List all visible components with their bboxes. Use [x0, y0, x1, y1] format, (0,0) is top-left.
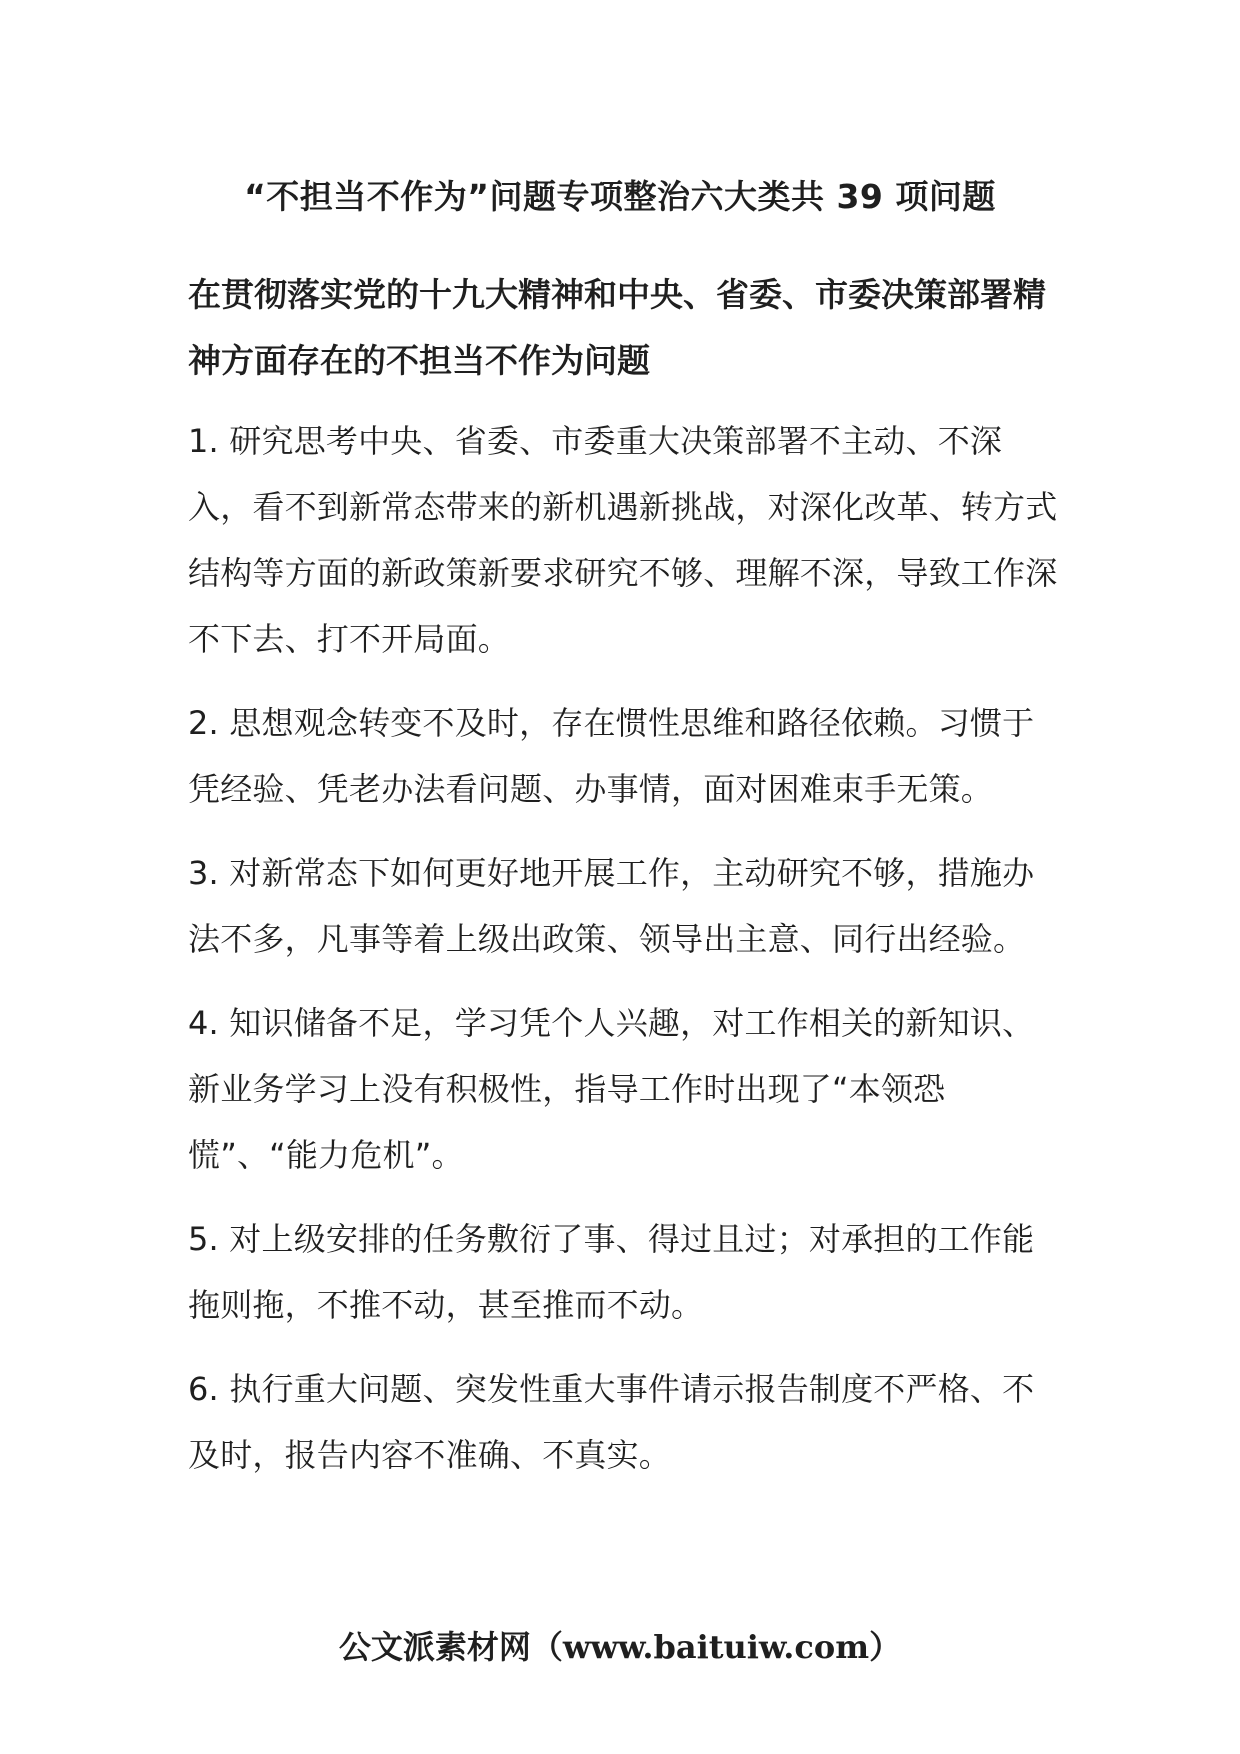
footer-source: 公文派素材网（www.baituiw.com）	[338, 1628, 902, 1666]
document-title: “不担当不作为”问题专项整治六大类共 39 项问题	[244, 177, 996, 216]
list-item: 4. 知识储备不足，学习凭个人兴趣，对工作相关的新知识、新业务学习上没有积极性，指导工作时出现了“本领恐慌”、“能力危机”。	[188, 1004, 1035, 1174]
problem-list	[188, 408, 1058, 1506]
list-item: 5. 对上级安排的任务敷衍了事、得过且过；对承担的工作能拖则拖，不推不动，甚至推而不动。	[188, 1220, 1035, 1324]
list-item: 6. 执行重大问题、突发性重大事件请示报告制度不严格、不及时，报告内容不准确、不真实。	[188, 1370, 1035, 1474]
section-heading: 在贯彻落实党的十九大精神和中央、省委、市委决策部署精神方面存在的不担当不作为问题	[188, 275, 1046, 380]
list-item: 2. 思想观念转变不及时，存在惯性思维和路径依赖。习惯于凭经验、凭老办法看问题、办事情，面对困难束手无策。	[188, 704, 1035, 808]
list-item: 3. 对新常态下如何更好地开展工作，主动研究不够，措施办法不多，凡事等着上级出政策、领导出主意、同行出经验。	[188, 854, 1035, 958]
list-item: 1. 研究思考中央、省委、市委重大决策部署不主动、不深入，看不到新常态带来的新机遇新挑战，对深化改革、转方式结构等方面的新政策新要求研究不够、理解不深，导致工作深不下去、打不开局面。	[188, 422, 1058, 658]
